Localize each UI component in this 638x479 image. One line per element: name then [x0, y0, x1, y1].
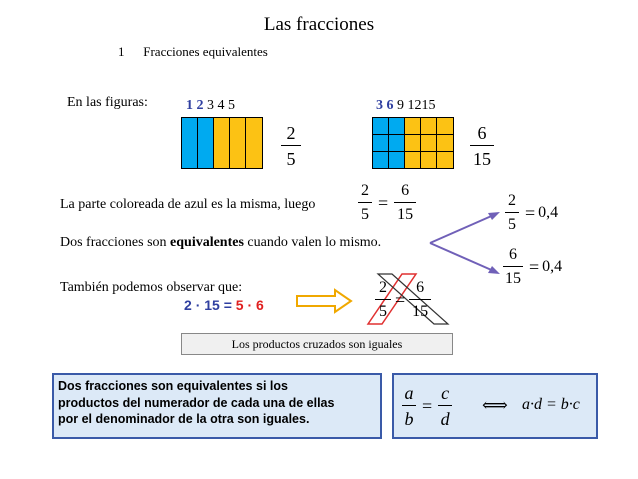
section-heading [118, 44, 268, 60]
cross-term: 2 [184, 297, 192, 313]
cross-term: 5 [235, 297, 244, 313]
decimal-value: 0,4 [538, 204, 559, 221]
figure-right-number: 3 [376, 98, 383, 113]
equals-sign: = [395, 289, 406, 310]
right-arrow-icon [295, 288, 355, 314]
grid-cell-blue [182, 118, 198, 169]
grid-cell-orange [214, 118, 230, 169]
fraction-denominator: 5 [361, 206, 369, 223]
intro-label: En las figuras: [67, 95, 148, 110]
figure-right-grid [372, 117, 454, 169]
definition-keyword: equivalentes [170, 235, 244, 250]
fraction-numerator: 2 [379, 279, 387, 296]
decimal-value: 0,4 [542, 258, 563, 275]
formula-numerator: a [404, 383, 414, 403]
branch-arrows [428, 210, 504, 280]
fraction-denominator: 5 [508, 216, 516, 233]
formula-box [392, 373, 598, 439]
figure-right-number: 15 [421, 98, 436, 113]
equals-sign: = [525, 202, 536, 223]
equals-sign: = [422, 395, 433, 416]
figure-left-grid [181, 117, 263, 169]
cross-products-label: Los productos cruzados son iguales [181, 333, 453, 355]
grid-cell-orange [246, 118, 263, 169]
equals-sign: = [529, 256, 540, 277]
figure-left-fraction [281, 124, 301, 168]
statement-same: La parte coloreada de azul es la misma, luego [60, 197, 316, 212]
fraction-denominator: 15 [412, 303, 429, 320]
multiply-dot: · [247, 297, 253, 313]
figure-left-number: 2 [196, 98, 204, 113]
fraction-numerator: 2 [508, 192, 516, 209]
fraction-denominator: 5 [286, 149, 296, 169]
figure-right-number: 6 [386, 98, 394, 113]
figure-right-numbers [376, 98, 436, 114]
value-row-2 [503, 247, 562, 287]
value-row-1 [505, 193, 558, 233]
formula-denominator: d [440, 409, 450, 429]
grid-cell-orange [230, 118, 246, 169]
figure-left-number: 5 [228, 98, 235, 113]
fraction-denominator: 15 [397, 206, 414, 223]
figure-left-numbers [186, 98, 235, 114]
fraction-denominator: 15 [473, 149, 491, 169]
fraction-numerator: 2 [361, 182, 369, 199]
fraction-denominator: 5 [379, 303, 387, 320]
fraction-denominator: 15 [505, 270, 521, 287]
rule-line: productos del numerador de cada una de ellas [58, 395, 335, 410]
figure-left-number: 3 [207, 98, 214, 113]
section-label: Fracciones equivalentes [143, 44, 268, 59]
rule-line: por el denominador de la otra son iguales. [58, 412, 310, 426]
fraction-numerator: 6 [477, 123, 487, 143]
observe-label: También podemos observar que: [60, 280, 243, 295]
fraction-numerator: 6 [416, 279, 425, 296]
rule-line: Dos fracciones son equivalentes si los [58, 379, 288, 393]
cross-product-equation [184, 297, 264, 313]
equals-sign: = [378, 192, 389, 213]
formula-denominator: b [404, 409, 414, 429]
iff-symbol: ⟺ [482, 395, 508, 415]
fraction-numerator: 2 [286, 123, 296, 143]
formula-product: a·d = b·c [522, 396, 580, 413]
figure-right-number: 9 [397, 98, 404, 113]
definition-prefix: Dos fracciones son [60, 235, 171, 250]
figure-right-fraction [470, 124, 494, 168]
fraction-numerator: 6 [509, 246, 517, 263]
page-title: Las fracciones [263, 14, 375, 35]
section-number: 1 [118, 44, 125, 59]
formula-fractions [402, 384, 452, 428]
rule-box [52, 373, 382, 439]
figure-left-number: 4 [217, 98, 225, 113]
fraction-numerator: 6 [401, 182, 410, 199]
cross-term: 6 [256, 297, 264, 313]
equals-sign: = [223, 297, 232, 313]
cross-term: 15 [204, 297, 220, 313]
formula-numerator: c [441, 383, 450, 403]
definition-suffix: cuando valen lo mismo. [243, 235, 382, 250]
figure-right-number: 12 [407, 98, 422, 113]
definition-line [60, 235, 381, 251]
equality-fractions [358, 183, 416, 223]
multiply-dot: · [195, 297, 201, 313]
figure-left-number: 1 [186, 98, 193, 113]
grid-cell-blue [198, 118, 214, 169]
cross-fractions [375, 280, 431, 320]
